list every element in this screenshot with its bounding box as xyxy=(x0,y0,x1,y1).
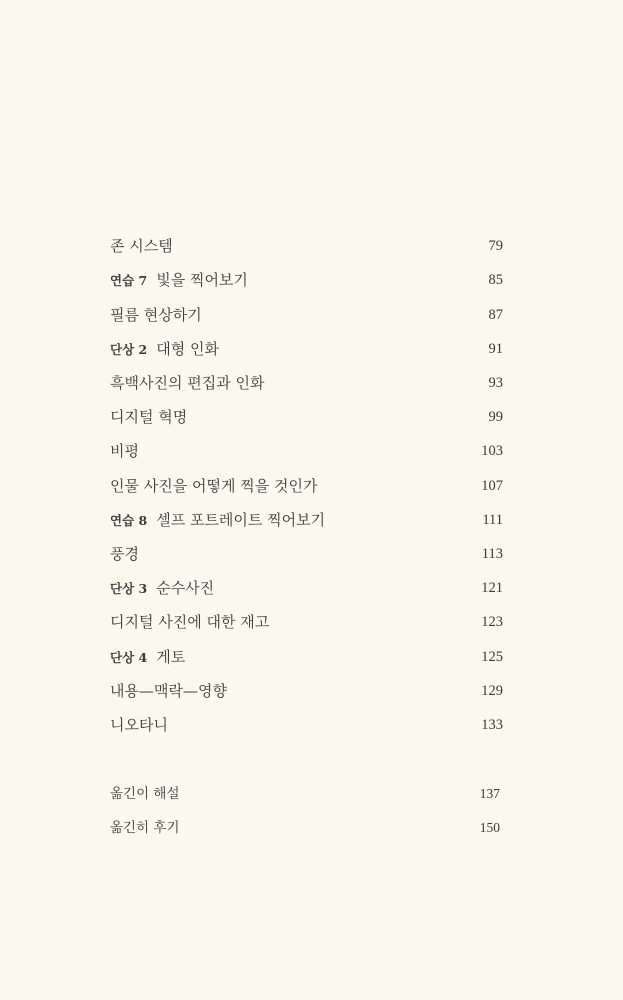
toc-entry xyxy=(110,713,503,737)
toc-entry-title: 필름 현상하기 xyxy=(110,306,202,324)
toc-entry-page: 129 xyxy=(481,683,503,699)
toc-entry-page: 107 xyxy=(481,478,503,494)
toc-entry-title: 단상 2 대형 인화 xyxy=(110,340,219,358)
appendix-entry-title: 옮긴이 해설 xyxy=(110,786,180,802)
toc-entry xyxy=(110,508,503,532)
toc-entry-page: 133 xyxy=(481,717,503,733)
appendix-entry-title: 옮긴히 후기 xyxy=(110,820,180,836)
toc-entry-page: 85 xyxy=(488,272,503,288)
toc-entry-prefix: 단상 4 xyxy=(110,650,148,665)
toc-entry-title: 풍경 xyxy=(110,545,139,563)
appendix-entry-page: 150 xyxy=(479,820,500,835)
toc-entry xyxy=(110,645,503,669)
toc-entry-page: 113 xyxy=(481,546,503,562)
toc-entry-title: 연습 7 빛을 찍어보기 xyxy=(110,271,248,289)
toc-entry-page: 123 xyxy=(481,614,503,630)
toc-entry xyxy=(110,303,503,327)
toc-entry-title: 인물 사진을 어떻게 찍을 것인가 xyxy=(110,477,318,495)
toc-entry xyxy=(110,610,503,634)
toc-entry-page: 121 xyxy=(481,580,503,596)
toc-entry-prefix: 연습 8 xyxy=(110,513,148,528)
toc-entry-title: 디지털 사진에 대한 재고 xyxy=(110,613,270,631)
toc-entry xyxy=(110,405,503,429)
toc-entry xyxy=(110,371,503,395)
toc-entry-title: 니오타니 xyxy=(110,716,168,734)
toc-entry-page: 125 xyxy=(481,649,503,665)
toc-entry-page: 103 xyxy=(481,443,503,459)
toc-entry-title: 흑백사진의 편집과 인화 xyxy=(110,374,265,392)
toc-entry-title: 내용—맥락—영향 xyxy=(110,682,227,700)
toc-entry xyxy=(110,474,503,498)
toc-entry-title: 단상 4 게토 xyxy=(110,648,186,666)
toc-entry-page: 111 xyxy=(482,512,503,528)
toc-entry-title: 비평 xyxy=(110,442,139,460)
appendix-entry-page: 137 xyxy=(479,786,500,801)
toc-entry-page: 93 xyxy=(488,375,503,391)
toc-entry xyxy=(110,679,503,703)
toc-entry-prefix: 단상 2 xyxy=(110,342,148,357)
toc-entry xyxy=(110,439,503,463)
appendix-entry xyxy=(110,816,503,840)
toc-entry-page: 79 xyxy=(488,238,503,254)
toc-entry-prefix: 단상 3 xyxy=(110,581,148,596)
toc-entry-page: 87 xyxy=(488,307,503,323)
toc-entry xyxy=(110,576,503,600)
toc-entry xyxy=(110,337,503,361)
appendix-entry xyxy=(110,782,503,806)
toc-entry-title: 단상 3 순수사진 xyxy=(110,579,215,597)
toc-entry-page: 99 xyxy=(488,409,503,425)
toc-entry xyxy=(110,542,503,566)
toc-entry-title: 연습 8 셀프 포트레이트 찍어보기 xyxy=(110,511,326,529)
toc-entry-title: 존 시스템 xyxy=(110,237,173,255)
toc-entry-prefix: 연습 7 xyxy=(110,273,148,288)
toc-entry-page: 91 xyxy=(488,341,503,357)
toc-entry-title: 디지털 혁명 xyxy=(110,408,188,426)
toc-entry xyxy=(110,268,503,292)
toc-entry xyxy=(110,234,503,258)
